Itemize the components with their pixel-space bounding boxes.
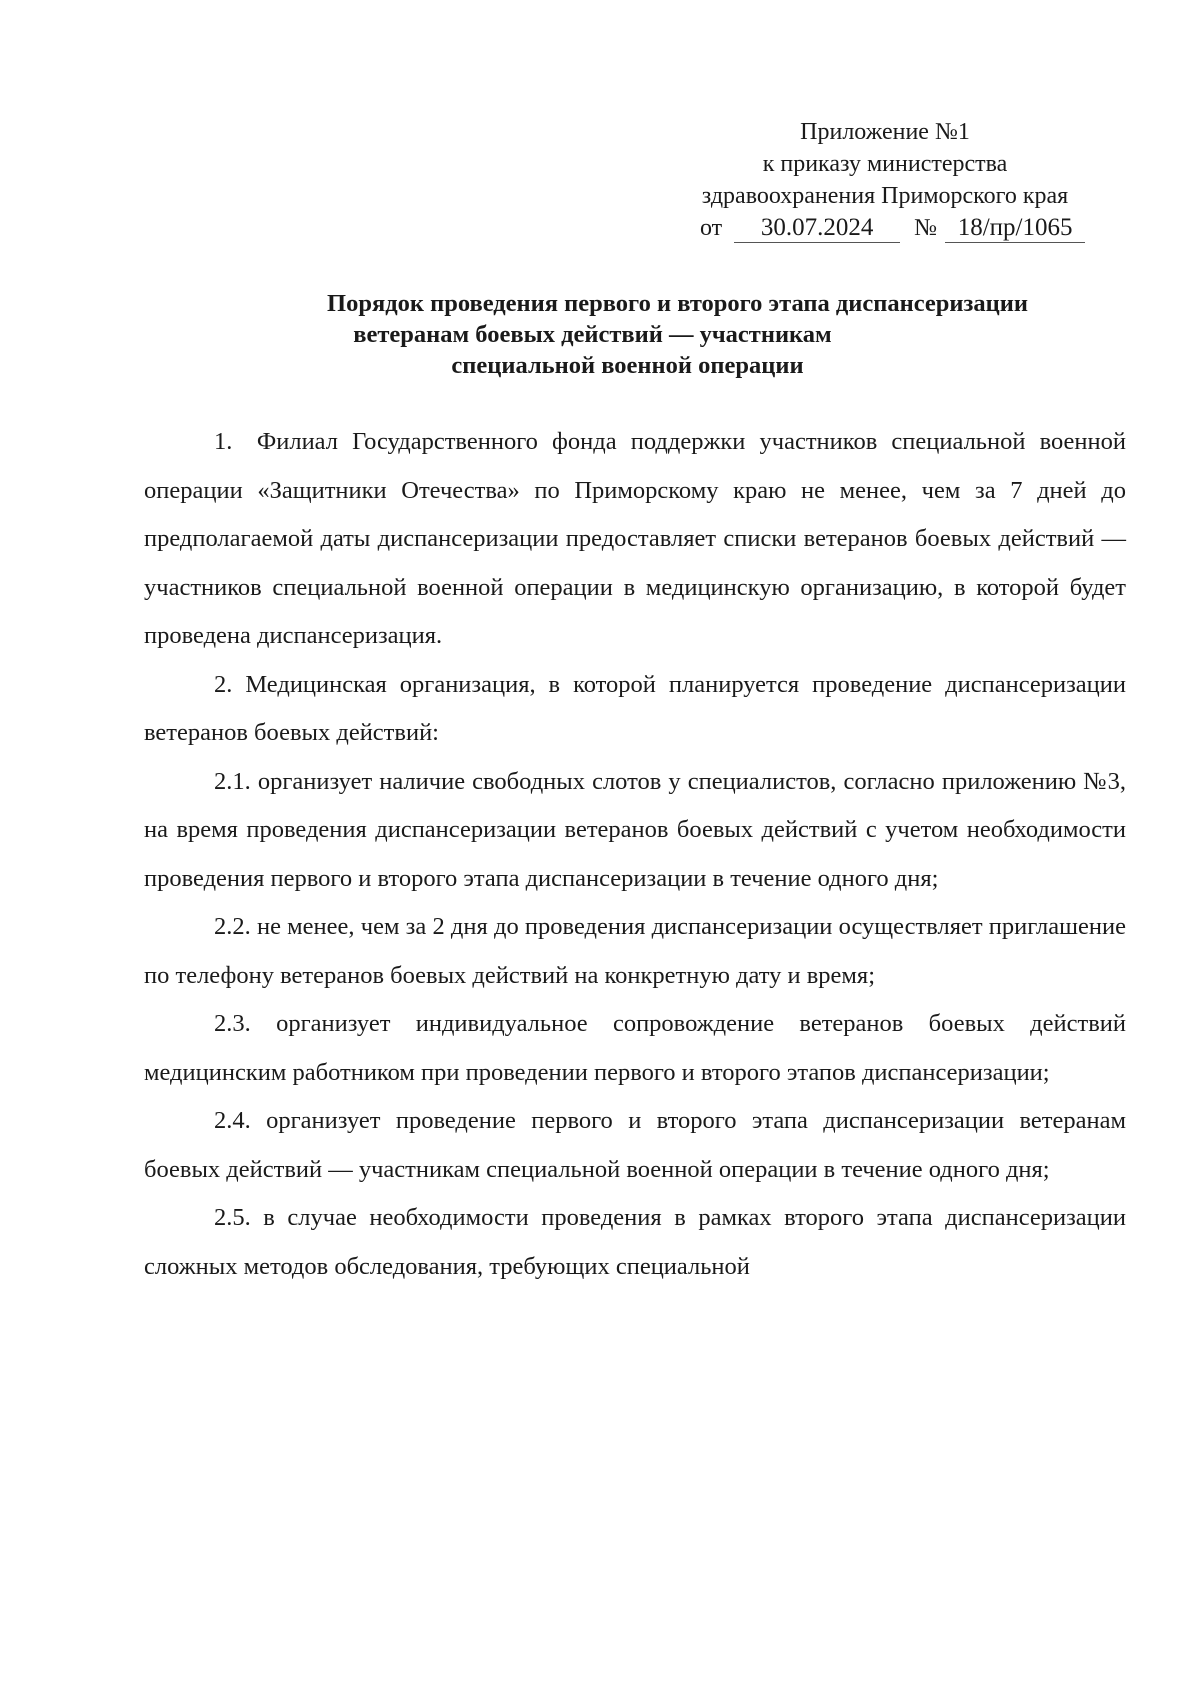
title-line-2: ветеранам боевых действий — участникам xyxy=(353,321,832,348)
document-body xyxy=(144,418,1126,1291)
title-line-3: специальной военной операции xyxy=(451,352,804,379)
order-number: 18/пр/1065 xyxy=(945,215,1085,243)
paragraph-1: 1. Филиал Государственного фонда поддержки участников специальной военной операции «Защитники Отечества» по Приморскому краю не менее, чем за 7 дней до предполагаемой даты диспансеризации предоставляет списки ветеранов боевых действий — участников специальной военной операции в медицинскую организацию, в которой будет проведена диспансеризация. xyxy=(144,428,1126,649)
paragraph-2-3: 2.3. организует индивидуальное сопровождение ветеранов боевых действий медицинским работником при проведении первого и второго этапов диспансеризации; xyxy=(144,1010,1126,1086)
document-title xyxy=(145,288,1125,381)
paragraph-2-4: 2.4. организует проведение первого и второго этапа диспансеризации ветеранам боевых действий — участникам специальной военной операции в течение одного дня; xyxy=(144,1107,1126,1183)
appendix-ministry: здравоохранения Приморского края xyxy=(701,183,1069,209)
paragraph-2-2: 2.2. не менее, чем за 2 дня до проведения диспансеризации осуществляет приглашение по телефону ветеранов боевых действий на конкретную дату и время; xyxy=(144,913,1126,989)
title-line-1: Порядок проведения первого и второго этапа диспансеризации xyxy=(327,290,1028,317)
appendix-number: Приложение №1 xyxy=(800,119,970,145)
appendix-header xyxy=(640,116,1130,212)
paragraph-2: 2. Медицинская организация, в которой планируется проведение диспансеризации ветеранов боевых действий: xyxy=(144,670,1126,746)
number-label: № xyxy=(914,215,938,241)
order-date: 30.07.2024 xyxy=(734,215,900,243)
appendix-order-ref: к приказу министерства xyxy=(762,151,1008,177)
paragraph-2-5: 2.5. в случае необходимости проведения в рамках второго этапа диспансеризации сложных методов обследования, требующих специальной xyxy=(144,1204,1126,1280)
date-label: от xyxy=(700,215,723,241)
paragraph-2-1: 2.1. организует наличие свободных слотов у специалистов, согласно приложению №3, на время проведения диспансеризации ветеранов боевых действий с учетом необходимости проведения первого и второго этапа диспансеризации в течение одного дня; xyxy=(144,767,1126,892)
order-date-line xyxy=(700,213,1100,243)
